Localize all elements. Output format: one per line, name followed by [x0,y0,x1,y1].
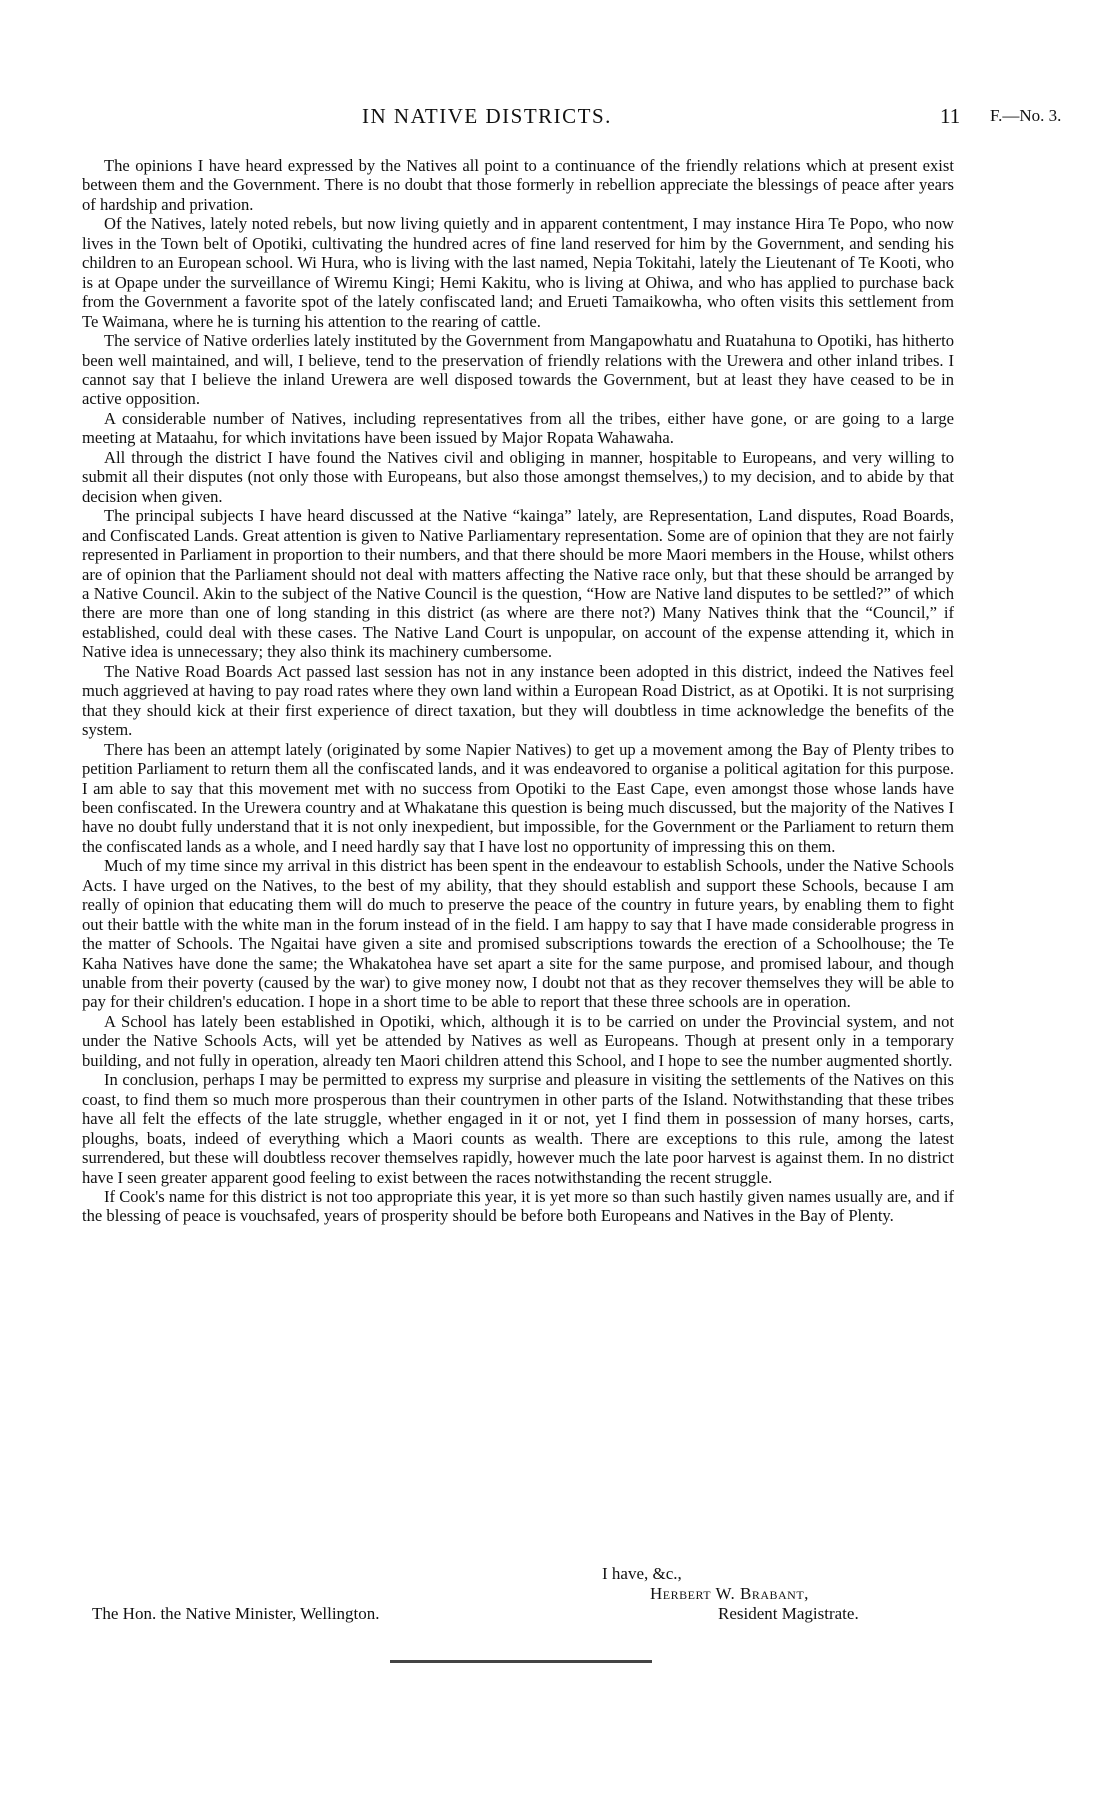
signatory-name: Herbert W. Brabant, [650,1584,809,1603]
page-number: 11 [940,104,961,128]
report-body [82,156,954,1226]
paragraph: The service of Native orderlies lately instituted by the Government from Mangapowhatu and Ruatahuna to Opotiki, has hitherto been well maintained, and will, I believe, tend to the preservation of friendly relations with the Urewera and other inland tribes. I cannot say that I believe the inland Urewera are well disposed towards the Government, but at least they have ceased to be in active opposition. [82,331,954,409]
closing-salutation: I have, &c., [602,1564,682,1583]
paragraph: Of the Natives, lately noted rebels, but now living quietly and in apparent contentment, I may instance Hira Te Popo, who now lives in the Town belt of Opotiki, cultivating the hundred acres of fine land reserved for him by the Government, and sending his children to an European school. Wi Hura, who is living with the last named, Nepia Tokitahi, lately the Lieutenant of Te Kooti, who is at Opape under the surveillance of Wiremu Kingi; Hemi Kakitu, who is living at Ohiwa, and who has applied to purchase back from the Government a favorite spot of the lately confiscated land; and Erueti Tamaikowha, who often visits this settlement from Te Waimana, where he is turning his attention to the rearing of cattle. [82,214,954,331]
signatory-title: Resident Magistrate. [718,1604,859,1623]
paragraph: There has been an attempt lately (originated by some Napier Natives) to get up a movement among the Bay of Plenty tribes to petition Parliament to return them all the confiscated lands, and it was endeavored to organise a political agitation for this purpose. I am able to say that this movement met with no success from Opotiki to the East Cape, even amongst those whose lands have been confiscated. In the Urewera country and at Whakatane this question is being much discussed, but the majority of the Natives I have no doubt fully understand that it is not only inexpedient, but impossible, for the Government or the Parliament to return them the confiscated lands as a whole, and I need hardly say that I have lost no opportunity of impressing this on them. [82,739,954,856]
paragraph: The principal subjects I have heard discussed at the Native “kainga” lately, are Representation, Land disputes, Road Boards, and Confiscated Lands. Great attention is given to Native Parliamentary representation. Some are of opinion that they are not fairly represented in Parliament in proportion to their numbers, and that there should be more Maori members in the House, whilst others are of opinion that the Parliament should not deal with matters affecting the Native race only, but that these should be arranged by a Native Council. Akin to the subject of the Native Council is the question, “How are Native land disputes to be settled?” of which there are more than one of long standing in this district (as where are there not?) Many Natives think that the “Council,” if established, could deal with these cases. The Native Land Court is unpopular, on account of the expense attending it, which in Native idea is unnecessary; they also think its machinery cumbersome. [82,506,954,662]
addressee: The Hon. the Native Minister, Wellington. [92,1604,380,1623]
paragraph: If Cook's name for this district is not too appropriate this year, it is yet more so than such hastily given names usually are, and if the blessing of peace is vouchsafed, years of prosperity should be before both Europeans and Natives in the Bay of Plenty. [82,1187,954,1226]
paragraph: Much of my time since my arrival in this district has been spent in the endeavour to establish Schools, under the Native Schools Acts. I have urged on the Natives, to the best of my ability, that they should establish and support these Schools, because I am really of opinion that educating them will do much to preserve the peace of the country in future years, by enabling them to fight out their battle with the white man in the forum instead of in the field. I am happy to say that I have made considerable progress in the matter of Schools. The Ngaitai have given a site and promised subscriptions towards the erection of a Schoolhouse; the Te Kaha Natives have done the same; the Whakatohea have set apart a site for the same purpose, and promised labour, and though unable from their poverty (caused by the war) to give money now, I doubt not that as they recover themselves they will be able to pay for their children's education. I hope in a short time to be able to report that these three schools are in operation. [82,856,954,1012]
paragraph: A School has lately been established in Opotiki, which, although it is to be carried on under the Provincial system, and not under the Native Schools Acts, will yet be attended by Natives as well as Europeans. Though at present only in a temporary building, and not fully in operation, already ten Maori children attend this School, and I hope to see the number augmented shortly. [82,1011,954,1070]
paragraph: The opinions I have heard expressed by the Natives all point to a continuance of the friendly relations which at present exist between them and the Government. There is no doubt that those formerly in rebellion appreciate the blessings of peace after years of hardship and privation. [82,156,954,214]
paragraph: All through the district I have found the Natives civil and obliging in manner, hospitable to Europeans, and very willing to submit all their disputes (not only those with Europeans, but also those amongst themselves,) to my decision, and to abide by that decision when given. [82,447,954,506]
closing-rule [390,1660,652,1663]
paragraph: The Native Road Boards Act passed last session has not in any instance been adopted in this district, indeed the Natives feel much aggrieved at having to pay road rates where they own land within a European Road District, as at Opotiki. It is not surprising that they should kick at their first experience of direct taxation, but they will doubtless in time acknowledge the benefits of the system. [82,661,954,740]
paragraph: In conclusion, perhaps I may be permitted to express my surprise and pleasure in visiting the settlements of the Natives on this coast, to find them so much more prosperous than their countrymen in other parts of the Island. Notwithstanding that these tribes have all felt the effects of the late struggle, whether engaged in it or not, yet I find them in possession of many horses, carts, ploughs, boats, indeed of everything which a Maori counts as wealth. There are exceptions to this rule, among the latest surrendered, but these will doubtless recover themselves rapidly, however much the late poor harvest is against them. In no district have I seen greater apparent good feeling to exist between the races notwithstanding the recent struggle. [82,1070,954,1187]
signature-block [82,1564,954,1634]
paper-reference: F.—No. 3. [990,106,1062,125]
running-title: IN NATIVE DISTRICTS. [362,104,612,128]
paragraph: A considerable number of Natives, including representatives from all the tribes, either have gone, or are going to a large meeting at Mataahu, for which invitations have been issued by Major Ropata Wahawaha. [82,408,954,448]
page-header [0,104,1114,134]
